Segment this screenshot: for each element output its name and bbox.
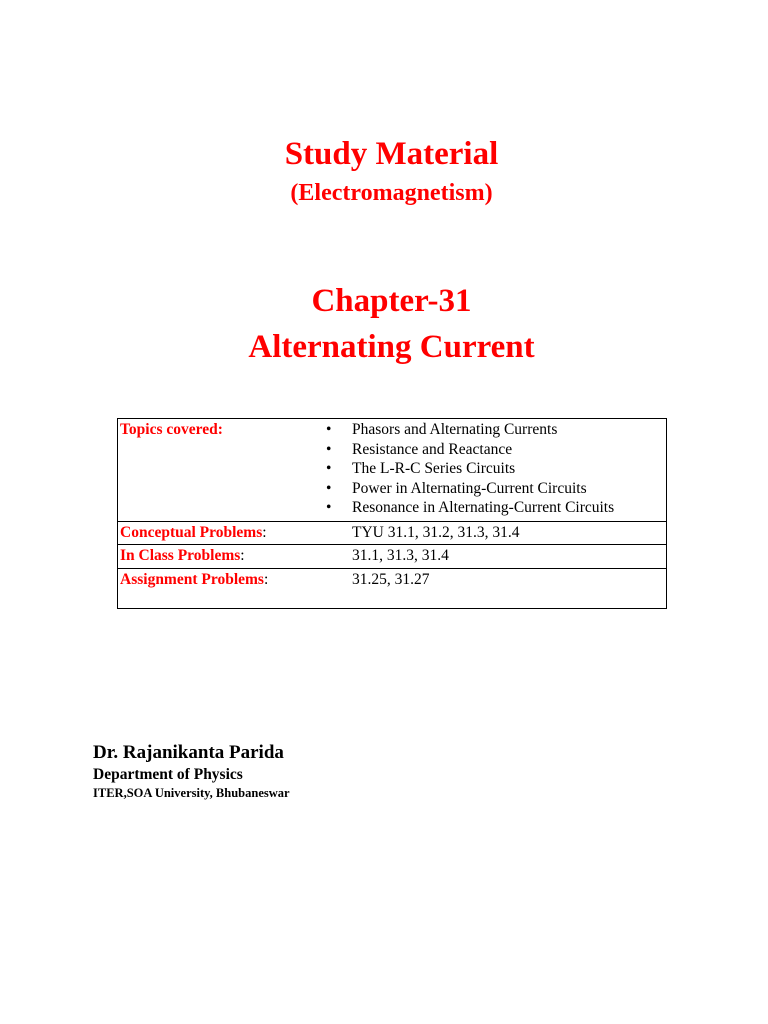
list-item: [323, 498, 664, 518]
topic-text: The L-R-C Series Circuits: [352, 460, 516, 477]
list-item: [323, 440, 664, 460]
conceptual-label-cell: [118, 521, 322, 545]
inclass-label-cell: [118, 545, 322, 569]
assignment-label-cell: [118, 568, 322, 608]
table-row-inclass: [118, 545, 667, 569]
bullet-icon: •: [326, 460, 332, 477]
document-title: Study Material: [284, 136, 499, 172]
conceptual-value-cell: [321, 521, 667, 545]
topics-list: [323, 420, 664, 518]
topic-text: Power in Alternating-Current Circuits: [352, 479, 587, 497]
topics-label-cell: [118, 419, 322, 522]
author-department: Department of Physics: [93, 766, 243, 783]
chapter-number: Chapter-31: [311, 283, 472, 319]
table-row-conceptual: [118, 521, 667, 545]
chapter-title: Alternating Current: [248, 329, 535, 365]
list-item: [323, 479, 664, 499]
label-colon: :: [240, 547, 245, 564]
label-colon: :: [262, 523, 267, 541]
label-colon: :: [263, 570, 269, 588]
topic-text: Phasors and Alternating Currents: [352, 421, 558, 438]
bullet-icon: •: [326, 499, 332, 516]
assignment-value: 31.25, 31.27: [352, 570, 430, 588]
assignment-label: Assignment Problems: [120, 570, 264, 588]
bullet-icon: •: [326, 421, 332, 438]
table-row-topics: [118, 419, 667, 522]
document-subtitle: (Electromagnetism): [290, 180, 493, 206]
bullet-icon: •: [326, 440, 332, 458]
bullet-icon: •: [326, 479, 332, 497]
list-item: [323, 420, 664, 440]
inclass-value: 31.1, 31.3, 31.4: [352, 547, 449, 564]
author-name: Dr. Rajanikanta Parida: [93, 742, 284, 763]
list-item: [323, 459, 664, 479]
conceptual-label: Conceptual Problems: [120, 523, 263, 541]
topics-list-cell: [321, 419, 667, 522]
topics-table: [117, 418, 667, 609]
inclass-value-cell: [321, 545, 667, 569]
conceptual-value: TYU 31.1, 31.2, 31.3, 31.4: [352, 523, 520, 541]
inclass-label: In Class Problems: [120, 547, 241, 564]
assignment-value-cell: [321, 568, 667, 608]
topic-text: Resistance and Reactance: [352, 440, 513, 458]
topic-text: Resonance in Alternating-Current Circuits: [352, 499, 615, 516]
table-row-assignment: [118, 568, 667, 608]
topics-label: Topics covered:: [120, 421, 223, 438]
author-university: ITER,SOA University, Bhubaneswar: [93, 786, 290, 800]
